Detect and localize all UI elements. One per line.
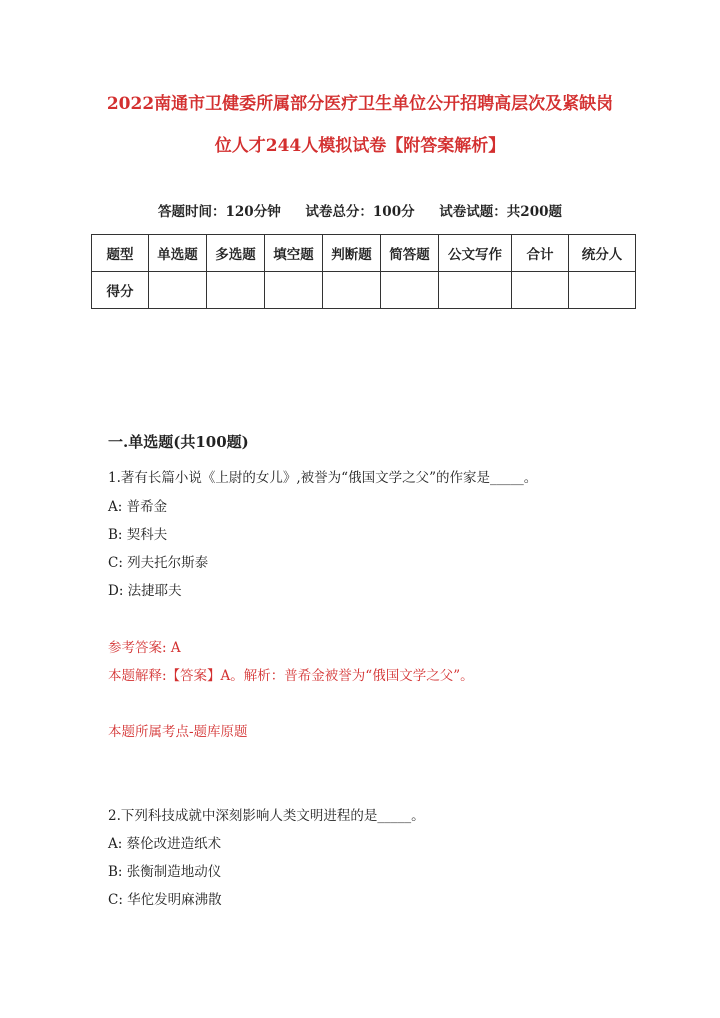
header-cell: 填空题 xyxy=(265,235,323,272)
question-1-option-a: A: 普希金 xyxy=(108,499,168,515)
question-1-option-d: D: 法捷耶夫 xyxy=(108,583,182,599)
page-title-line-1: 2022南通市卫健委所属部分医疗卫生单位公开招聘高层次及紧缺岗 xyxy=(106,94,614,114)
question-2-option-b: B: 张衡制造地动仪 xyxy=(108,864,222,880)
exam-time: 答题时间：120分钟 xyxy=(158,204,281,220)
score-cell xyxy=(149,272,207,309)
question-1-option-c: C: 列夫托尔斯泰 xyxy=(108,555,209,571)
exam-question-count: 试卷试题：共200题 xyxy=(439,204,562,220)
header-cell: 合计 xyxy=(512,235,569,272)
score-table xyxy=(91,234,636,309)
question-1-stem: 1.著有长篇小说《上尉的女儿》,被誉为“俄国文学之父”的作家是_____。 xyxy=(108,470,538,486)
header-cell: 判断题 xyxy=(323,235,381,272)
score-cell xyxy=(381,272,439,309)
score-cell xyxy=(207,272,265,309)
question-2-option-c: C: 华佗发明麻沸散 xyxy=(108,892,222,908)
score-table-score-row xyxy=(92,272,636,309)
header-cell: 题型 xyxy=(92,235,149,272)
score-cell xyxy=(323,272,381,309)
question-2-option-a: A: 蔡伦改进造纸术 xyxy=(108,836,222,852)
score-table-header-row xyxy=(92,235,636,272)
row-label-cell: 得分 xyxy=(92,272,149,309)
score-cell xyxy=(439,272,512,309)
header-cell: 统分人 xyxy=(569,235,636,272)
question-2-stem: 2.下列科技成就中深刻影响人类文明进程的是_____。 xyxy=(108,808,425,824)
score-cell xyxy=(512,272,569,309)
question-1-explanation: 本题解释:【答案】A。解析：普希金被誉为“俄国文学之父”。 xyxy=(108,668,474,684)
header-cell: 简答题 xyxy=(381,235,439,272)
score-cell xyxy=(265,272,323,309)
question-1-source: 本题所属考点-题库原题 xyxy=(108,724,248,740)
header-cell: 多选题 xyxy=(207,235,265,272)
exam-total-score: 试卷总分：100分 xyxy=(305,204,415,220)
exam-info xyxy=(0,200,720,220)
page-title-line-2: 位人才244人模拟试卷【附答案解析】 xyxy=(214,136,506,156)
score-cell xyxy=(569,272,636,309)
section-title: 一.单选题(共100题) xyxy=(108,433,249,451)
question-1-answer: 参考答案: A xyxy=(108,640,181,656)
question-1-option-b: B: 契科夫 xyxy=(108,527,168,543)
header-cell: 单选题 xyxy=(149,235,207,272)
header-cell: 公文写作 xyxy=(439,235,512,272)
